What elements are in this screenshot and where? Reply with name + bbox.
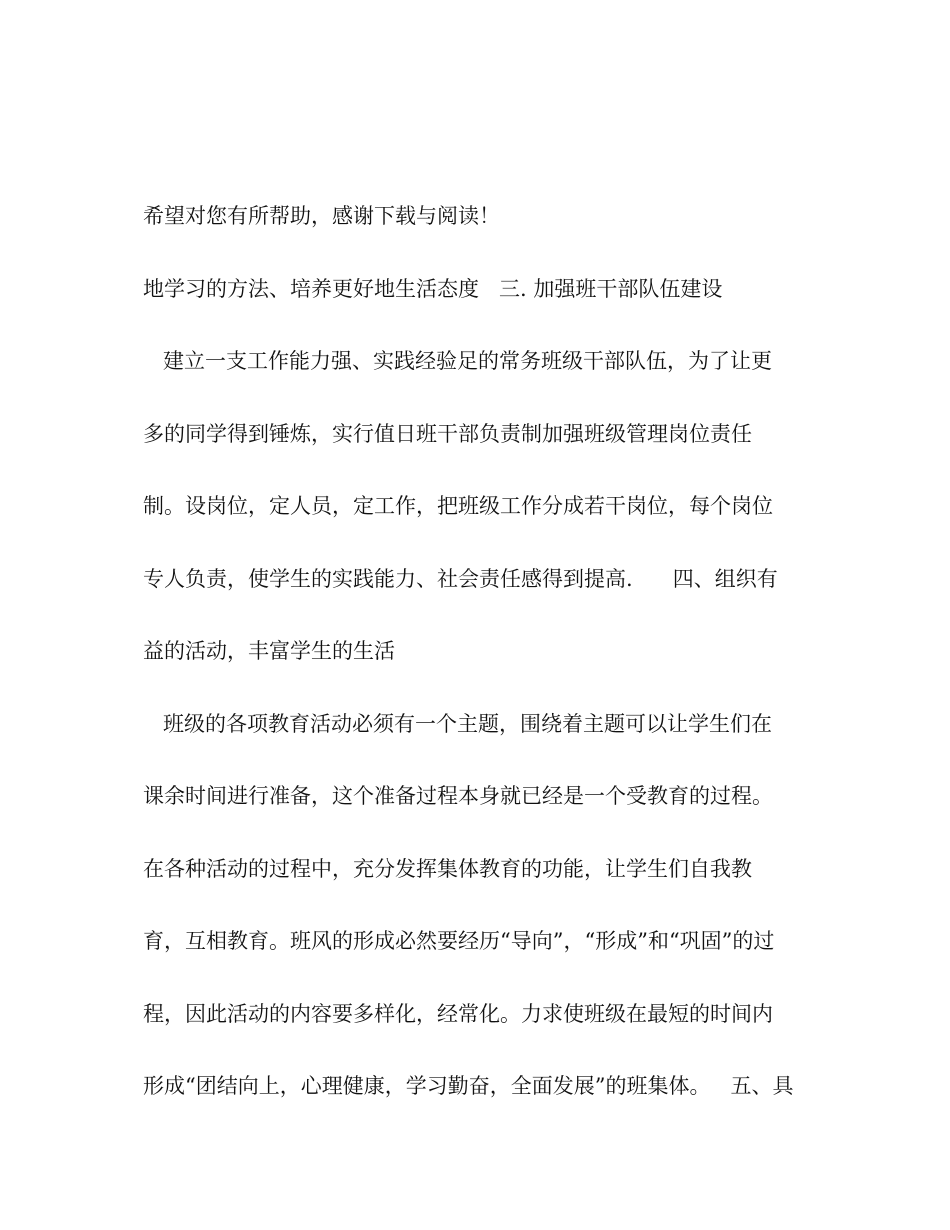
text-line-5: 制。设岗位，定人员，定工作，把班级工作分成若干岗位，每个岗位 [143,494,773,518]
text-line-6: 专人负责，使学生的实践能力、社会责任感得到提高. 四、组织有 [143,567,778,591]
text-line-11: 育，互相教育。班风的形成必然要经历“导向”，“形成”和“巩固”的过 [143,929,775,953]
text-line-10: 在各种活动的过程中，充分发挥集体教育的功能，让学生们自我教 [143,857,752,881]
text-line-13: 形成“团结向上，心理健康，学习勤奋，全面发展”的班集体。 五、具 [143,1074,794,1098]
text-line-8: 班级的各项教育活动必须有一个主题，围绕着主题可以让学生们在 [143,712,773,736]
text-line-1: 希望对您有所帮助，感谢下载与阅读！ [143,204,500,228]
text-line-12: 程，因此活动的内容要多样化，经常化。力求使班级在最短的时间内 [143,1002,773,1026]
text-line-4: 多的同学得到锤炼，实行值日班干部负责制加强班级管理岗位责任 [143,422,752,446]
text-line-2: 地学习的方法、培养更好地生活态度 三. 加强班干部队伍建设 [143,277,723,301]
text-line-9: 课余时间进行准备，这个准备过程本身就已经是一个受教育的过程。 [143,784,773,808]
text-line-3: 建立一支工作能力强、实践经验足的常务班级干部队伍，为了让更 [143,349,773,373]
text-line-7: 益的活动，丰富学生的生活 [143,639,395,663]
